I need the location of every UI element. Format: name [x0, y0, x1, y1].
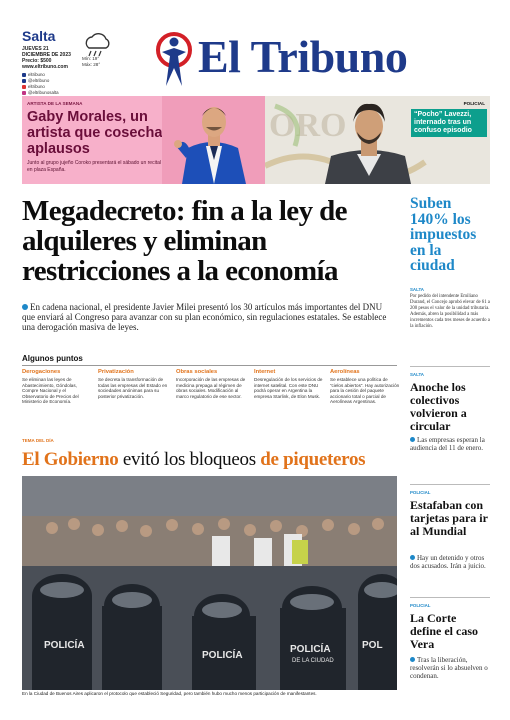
bullet-icon	[22, 304, 28, 310]
main-headline[interactable]: Megadecreto: fin a la ley de alquileres y eliminan restricciones a la economía	[22, 195, 347, 287]
sidebar-story-text: Las empresas esperan la audiencia del 11 de enero.	[410, 436, 485, 452]
bullet-icon	[410, 555, 415, 560]
social-link[interactable]: eltribuno	[22, 84, 59, 90]
sidebar-story-title[interactable]: Estafaban con tarjetas para ir al Mundial	[410, 498, 488, 538]
point-item: Internet Desregulación de los servicios de internet satelital. Con este DNU podrá operar en Argentina la empresa Starlink, de Elon Musk.	[254, 369, 323, 399]
sidebar-kicker: SALTA	[410, 372, 424, 377]
social-link[interactable]: @eltribunosalta	[22, 90, 59, 96]
youtube-icon	[22, 85, 26, 89]
sidebar-story-title[interactable]: Anoche los colectivos volvieron a circular	[410, 380, 467, 433]
svg-text:POLICÍA: POLICÍA	[202, 650, 243, 661]
banner-kicker: ARTISTA DE LA SEMANA	[27, 101, 83, 106]
sidebar-lead-text: Por pedido del intendente Emiliano Durand, el Concejo aprobó elevar de 61 a 200 pesos el valor de la unidad tributaria. Además, abren la posibilidad a más incrementos cada tres meses de acuerdo a la inflación.	[410, 294, 490, 329]
svg-text:POL: POL	[362, 640, 383, 651]
facebook-icon	[22, 73, 26, 77]
masthead	[22, 28, 490, 94]
social-link[interactable]: @eltribuno	[22, 78, 59, 84]
divider	[410, 597, 490, 598]
sidebar-kicker: SALTA	[410, 287, 424, 292]
bullet-icon	[410, 437, 415, 442]
artist-photo	[162, 96, 265, 184]
banner-feature-police[interactable]	[265, 96, 490, 184]
protest-photo	[22, 476, 397, 690]
social-link[interactable]: eltribuno	[22, 72, 59, 78]
svg-text:POLICÍA: POLICÍA	[44, 640, 85, 651]
sidebar-story-text: Tras la liberación, resolverán si lo absuelven o condenan.	[410, 656, 488, 680]
banner-kicker: POLICIAL	[463, 101, 485, 106]
section-headline[interactable]: El Gobierno evitó los bloqueos de piqueteros	[22, 449, 366, 470]
divider	[410, 484, 490, 485]
main-lead: En cadena nacional, el presidente Javier Milei presentó los 30 artículos más importantes del DNU que enviará al Congreso para avanzar con su plan económico, sin regulaciones estatales. Se establece una derogación masiva de leyes.	[22, 302, 387, 332]
sidebar-kicker: POLICIAL	[410, 490, 431, 495]
edition-city: Salta	[22, 28, 56, 44]
photo-caption: En la Ciudad de Buenos Aires aplicaron el protocolo que estableció Seguridad, pero también hubo mucho menos participación de manifestantes.	[22, 691, 317, 696]
points-list	[22, 369, 400, 427]
newspaper-logo[interactable]: El Tribuno	[198, 31, 408, 82]
point-item: Aerolíneas Se establece una política de “cielos abiertos”. Hay autorización para la cesión del paquete accionario total o parcial de Aerolíneas Argentinas.	[330, 369, 400, 405]
banner-title: Gaby Morales, un artista que cosecha aplausos	[27, 109, 163, 157]
banner-subtitle: Junto al grupo jujeño Coroko presentará el sábado un recital en plaza España.	[27, 160, 161, 173]
svg-text:DE LA CIUDAD: DE LA CIUDAD	[292, 658, 334, 664]
divider	[410, 366, 490, 367]
top-banner	[22, 96, 490, 184]
sidebar-kicker: POLICIAL	[410, 603, 431, 608]
banner-feature-artist[interactable]	[22, 96, 265, 184]
point-item: Derogaciones Se eliminan las leyes de Abastecimiento, Góndolas, Compre Nacional y el Observatorio de Precios del Ministerio de Economía.	[22, 369, 79, 405]
sidebar-story-text: Hay un detenido y otros dos acusados. Irán a juicio.	[410, 554, 486, 570]
el-tribuno-logo-mark	[154, 28, 194, 92]
edition-date: JUEVES 21 DICIEMBRE DE 2023 Precio: $500 www.eltribuno.com	[22, 46, 71, 70]
twitter-icon	[22, 79, 26, 83]
point-item: Privatización Se decreta la transformación de todas las empresas del Estado en sociedades anónimas para su posterior privatización.	[98, 369, 168, 399]
points-title: Algunos puntos	[22, 354, 83, 363]
point-item: Obras sociales Incorporación de las empresas de medicina prepaga al régimen de obras sociales. Modificación al marco regulatorio de ese sector.	[176, 369, 246, 399]
sidebar-lead-headline[interactable]: Suben 140% los impuestos en la ciudad	[410, 195, 477, 274]
divider	[22, 365, 397, 366]
weather-forecast: Mín: 19° Máx: 28°	[82, 56, 101, 67]
instagram-icon	[22, 91, 26, 95]
svg-text:POLICÍA: POLICÍA	[290, 644, 331, 655]
bullet-icon	[410, 657, 415, 662]
sidebar-story-title[interactable]: La Corte define el caso Vera	[410, 611, 478, 651]
section-kicker: TEMA DEL DÍA	[22, 438, 54, 443]
svg-text:ORO: ORO	[269, 107, 347, 144]
banner-title: “Pocho” Lavezzi, internado tras un confuso episodio	[411, 109, 487, 137]
